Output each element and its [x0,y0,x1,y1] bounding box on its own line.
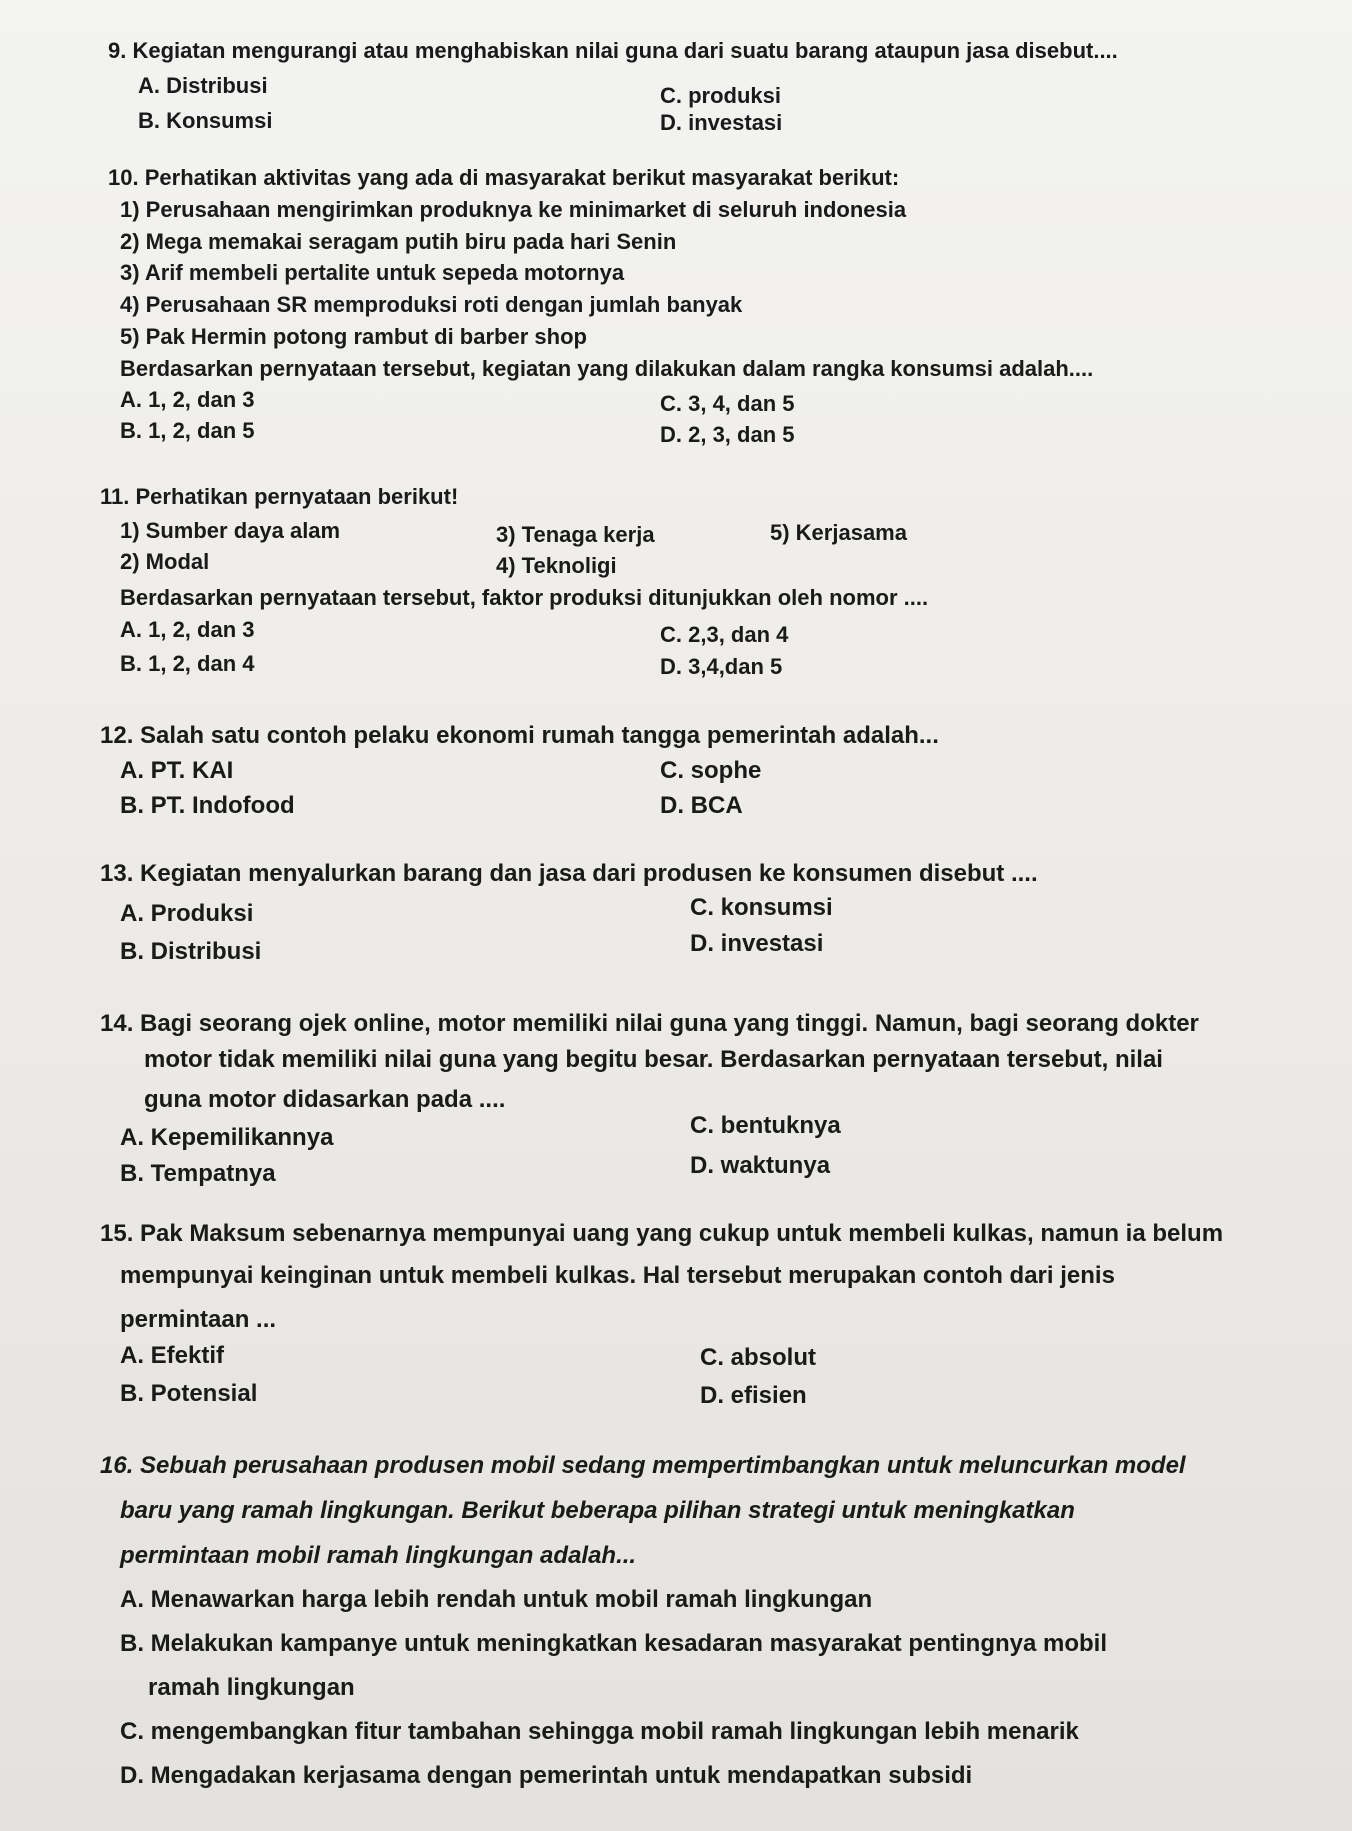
question-text: Pak Maksum sebenarnya mempunyai uang yang cukup untuk membeli kulkas, namun ia belum [140,1220,1224,1247]
option-c[interactable]: C. sophe [660,757,762,784]
question-number: 14. [100,1010,134,1037]
option-d[interactable]: D. efisien [700,1382,807,1409]
question-text: Perhatikan pernyataan berikut! [135,484,459,509]
option-a[interactable]: A. Menawarkan harga lebih rendah untuk mobil ramah lingkungan [120,1586,873,1613]
option-a[interactable]: A. Produksi [120,900,254,927]
list-item: 2) Modal [120,549,210,574]
question-number: 9. [108,38,127,63]
question-13 [100,860,1038,888]
question-text: Perhatikan aktivitas yang ada di masyarakat berikut masyarakat berikut: [144,165,900,190]
question-text: motor tidak memiliki nilai guna yang begitu besar. Berdasarkan pernyataan tersebut, nilai [144,1046,1163,1073]
question-text: mempunyai keinginan untuk membeli kulkas. Hal tersebut merupakan contoh dari jenis [120,1262,1115,1289]
question-number: 11. [100,484,130,509]
option-b[interactable]: B. Tempatnya [120,1160,276,1187]
question-text: Kegiatan mengurangi atau menghabiskan nilai guna dari suatu barang ataupun jasa disebut.... [132,38,1118,63]
question-16 [100,1452,1186,1480]
option-c[interactable]: C. konsumsi [690,894,833,921]
option-d[interactable]: D. 3,4,dan 5 [660,654,783,679]
option-b[interactable]: B. 1, 2, dan 4 [120,651,255,676]
question-prompt: Berdasarkan pernyataan tersebut, faktor produksi ditunjukkan oleh nomor .... [120,585,929,610]
question-number: 12. [100,722,134,749]
list-item: 1) Perusahaan mengirimkan produknya ke minimarket di seluruh indonesia [120,197,907,222]
question-text: permintaan ... [120,1306,277,1333]
question-number: 10. [108,165,139,190]
option-b[interactable]: B. Konsumsi [138,108,273,133]
question-text: Sebuah perusahaan produsen mobil sedang mempertimbangkan untuk meluncurkan model [140,1452,1186,1479]
option-a[interactable]: A. Kepemilikannya [120,1124,334,1151]
question-prompt: Berdasarkan pernyataan tersebut, kegiatan yang dilakukan dalam rangka konsumsi adalah.... [120,356,1094,381]
option-b-continued: ramah lingkungan [148,1674,355,1701]
option-c[interactable]: C. absolut [700,1344,817,1371]
question-text: Salah satu contoh pelaku ekonomi rumah tangga pemerintah adalah... [140,722,939,749]
list-item: 5) Kerjasama [770,520,907,545]
question-12 [100,722,939,750]
option-b[interactable]: B. Melakukan kampanye untuk meningkatkan kesadaran masyarakat pentingnya mobil [120,1630,1108,1657]
option-a[interactable]: A. 1, 2, dan 3 [120,617,255,642]
list-item: 5) Pak Hermin potong rambut di barber shop [120,324,587,349]
list-item: 4) Perusahaan SR memproduksi roti dengan jumlah banyak [120,292,743,317]
question-text: permintaan mobil ramah lingkungan adalah... [120,1542,637,1569]
option-d[interactable]: D. BCA [660,792,743,819]
option-a[interactable]: A. PT. KAI [120,757,234,784]
option-a[interactable]: A. Efektif [120,1342,225,1369]
option-b[interactable]: B. 1, 2, dan 5 [120,418,255,443]
question-text: guna motor didasarkan pada .... [144,1086,506,1113]
question-text: Kegiatan menyalurkan barang dan jasa dari produsen ke konsumen disebut .... [140,860,1038,887]
question-text: baru yang ramah lingkungan. Berikut beberapa pilihan strategi untuk meningkatkan [120,1497,1075,1524]
question-14 [100,1010,1199,1038]
option-a[interactable]: A. Distribusi [138,73,268,98]
list-item: 1) Sumber daya alam [120,518,341,543]
list-item: 2) Mega memakai seragam putih biru pada hari Senin [120,229,677,254]
question-15 [100,1220,1223,1248]
question-11 [100,484,458,510]
option-b[interactable]: B. Distribusi [120,938,262,965]
list-item: 3) Arif membeli pertalite untuk sepeda motornya [120,260,625,285]
question-9 [108,38,1118,64]
list-item: 3) Tenaga kerja [496,522,655,547]
option-b[interactable]: B. Potensial [120,1380,258,1407]
question-number: 16. [100,1452,134,1479]
option-d[interactable]: D. waktunya [690,1152,831,1179]
question-number: 13. [100,860,134,887]
question-10 [108,165,899,191]
option-c[interactable]: C. bentuknya [690,1112,841,1139]
option-a[interactable]: A. 1, 2, dan 3 [120,387,255,412]
option-d[interactable]: D. investasi [660,110,783,135]
question-number: 15. [100,1220,134,1247]
option-c[interactable]: C. mengembangkan fitur tambahan sehingga mobil ramah lingkungan lebih menarik [120,1718,1079,1745]
option-d[interactable]: D. Mengadakan kerjasama dengan pemerintah untuk mendapatkan subsidi [120,1762,973,1789]
list-item: 4) Teknoligi [496,553,617,578]
option-c[interactable]: C. produksi [660,83,782,108]
option-d[interactable]: D. 2, 3, dan 5 [660,422,795,447]
question-text: Bagi seorang ojek online, motor memiliki nilai guna yang tinggi. Namun, bagi seorang dokter [140,1010,1199,1037]
option-c[interactable]: C. 2,3, dan 4 [660,622,789,647]
option-c[interactable]: C. 3, 4, dan 5 [660,391,795,416]
option-d[interactable]: D. investasi [690,930,824,957]
option-b[interactable]: B. PT. Indofood [120,792,295,819]
